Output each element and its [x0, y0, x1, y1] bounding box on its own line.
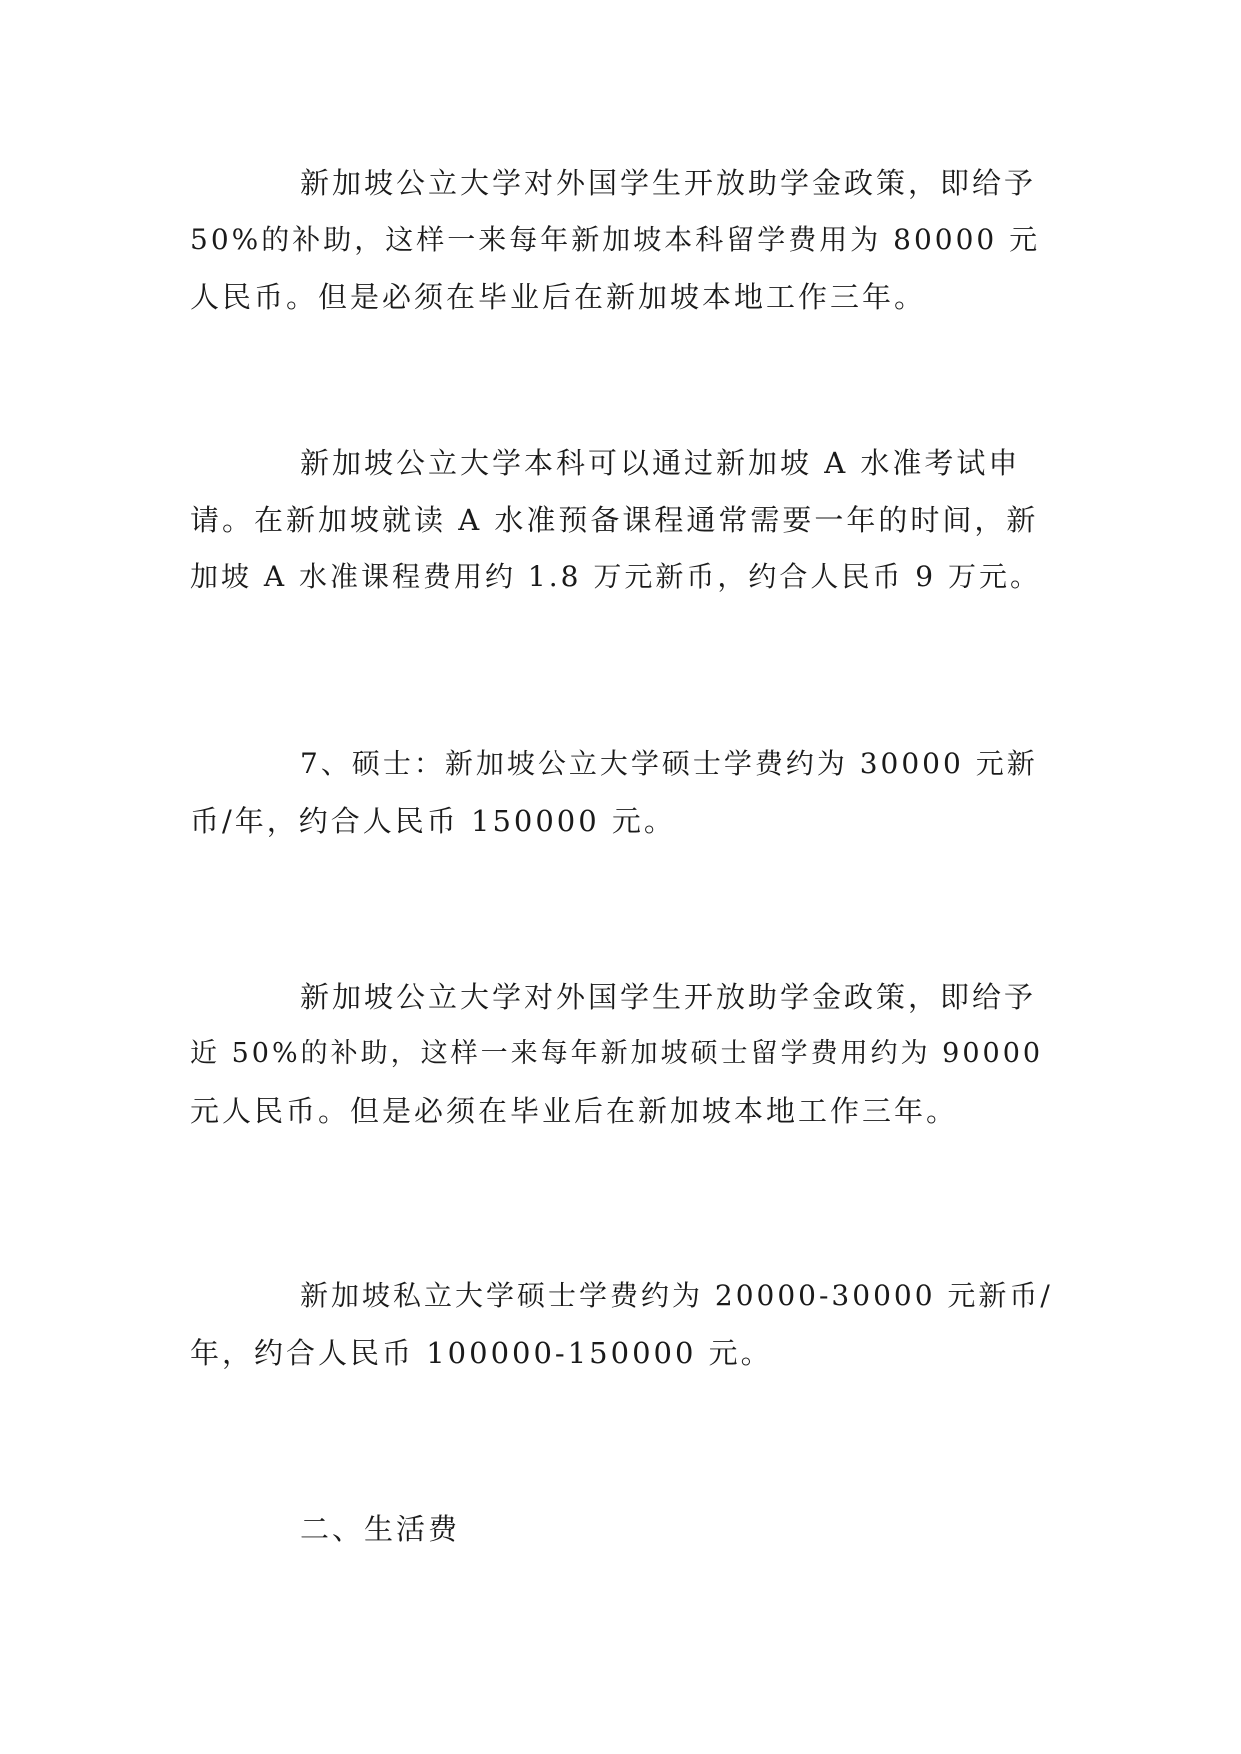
paragraph-public-undergrad-subsidy: [190, 163, 1060, 333]
text-line: 新加坡公立大学对外国学生开放助学金政策，即给予: [300, 166, 1037, 200]
text-line: 请。在新加坡就读 A 水准预备课程通常需要一年的时间，新: [190, 503, 1039, 537]
text-line: 7、硕士：新加坡公立大学硕士学费约为 30000 元新: [300, 747, 1038, 780]
text-line: 新加坡公立大学本科可以通过新加坡 A 水准考试申: [300, 446, 1021, 480]
text-line: 新加坡私立大学硕士学费约为 20000-30000 元新币/: [300, 1279, 1053, 1312]
text-line: 人民币。但是必须在毕业后在新加坡本地工作三年。: [190, 280, 927, 314]
text-line: 年，约合人民币 100000-150000 元。: [190, 1336, 773, 1370]
paragraph-masters-subsidy: [190, 977, 1060, 1147]
text-line: 新加坡公立大学对外国学生开放助学金政策，即给予: [300, 980, 1037, 1014]
section-heading-living-costs: [190, 1509, 1060, 1559]
text-line: 近 50%的补助，这样一来每年新加坡硕士留学费用约为 90000: [190, 1038, 1044, 1069]
paragraph-masters-public-fees: [190, 744, 1060, 854]
text-line: 币/年，约合人民币 150000 元。: [190, 804, 676, 838]
text-line: 元人民币。但是必须在毕业后在新加坡本地工作三年。: [190, 1094, 959, 1128]
paragraph-masters-private-fees: [190, 1276, 1060, 1386]
paragraph-a-level-route: [190, 443, 1060, 613]
text-line: 加坡 A 水准课程费用约 1.8 万元新币，约合人民币 9 万元。: [190, 560, 1041, 593]
section-heading: 二、生活费: [300, 1512, 461, 1546]
text-line: 50%的补助，这样一来每年新加坡本科留学费用为 80000 元: [190, 223, 1041, 256]
